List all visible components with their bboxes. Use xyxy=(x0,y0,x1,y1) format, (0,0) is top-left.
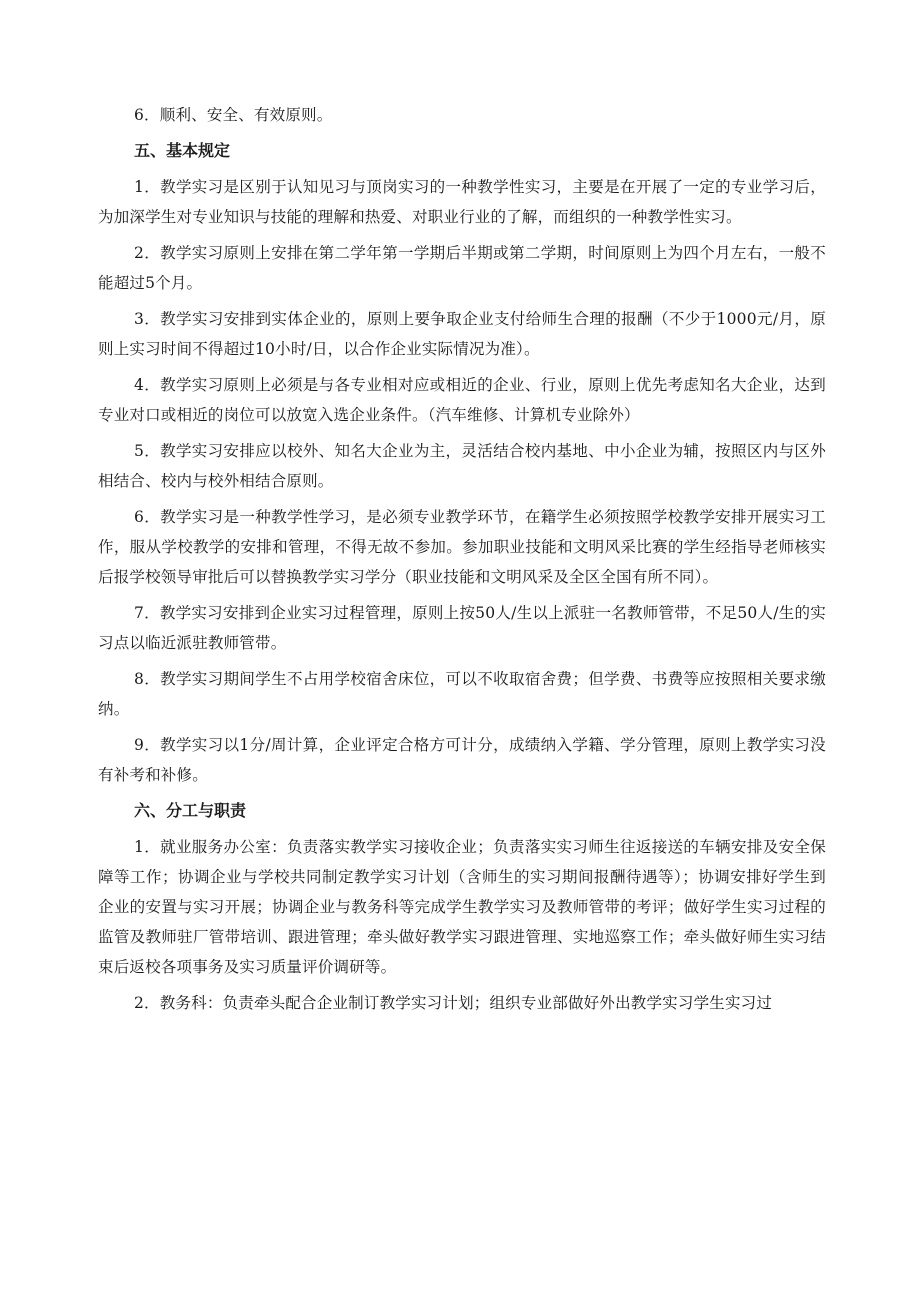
principle-item-6: 6．顺利、安全、有效原则。 xyxy=(134,106,333,124)
section-heading-duties: 六、分工与职责 xyxy=(134,801,247,820)
rule-item-4: 4．教学实习原则上必须是与各专业相对应或相近的企业、行业，原则上优先考虑知名大企业，达到专业对口或相近的岗位可以放宽入选企业条件。（汽车维修、计算机专业除外） xyxy=(98,376,826,424)
duty-item-1: 1．就业服务办公室：负责落实教学实习接收企业；负责落实实习师生往返接送的车辆安排及安全保障等工作；协调企业与学校共同制定教学实习计划（含师生的实习期间报酬待遇等）；协调安排好学生到企业的安置与实习开展；协调企业与教务科等完成学生教学实习及教师管带的考评；做好学生实习过程的监管及教师驻厂管带培训、跟进管理；牵头做好教学实习跟进管理、实地巡察工作；牵头做好师生实习结束后返校各项事务及实习质量评价调研等。 xyxy=(98,838,826,976)
duty-item-2: 2．教务科：负责牵头配合企业制订教学实习计划；组织专业部做好外出教学实习学生实习过 xyxy=(134,994,773,1012)
rule-item-5: 5．教学实习安排应以校外、知名大企业为主，灵活结合校内基地、中小企业为辅，按照区内与区外相结合、校内与校外相结合原则。 xyxy=(98,442,826,490)
document-body xyxy=(98,100,826,1024)
rule-item-1: 1．教学实习是区别于认知见习与顶岗实习的一种教学性实习，主要是在开展了一定的专业学习后，为加深学生对专业知识与技能的理解和热爱、对职业行业的了解，而组织的一种教学性实习。 xyxy=(98,178,826,226)
rule-item-3: 3．教学实习安排到实体企业的，原则上要争取企业支付给师生合理的报酬（不少于1000元/月，原则上实习时间不得超过10小时/日，以合作企业实际情况为准）。 xyxy=(98,310,826,358)
section-heading-basic-rules: 五、基本规定 xyxy=(134,141,231,160)
rule-item-2: 2．教学实习原则上安排在第二学年第一学期后半期或第二学期，时间原则上为四个月左右，一般不能超过5个月。 xyxy=(98,244,826,292)
rule-item-6: 6．教学实习是一种教学性学习，是必须专业教学环节，在籍学生必须按照学校教学安排开展实习工作，服从学校教学的安排和管理，不得无故不参加。参加职业技能和文明风采比赛的学生经指导老师核实后报学校领导审批后可以替换教学实习学分（职业技能和文明风采及全区全国有所不同）。 xyxy=(98,508,826,586)
rule-item-9: 9．教学实习以1分/周计算，企业评定合格方可计分，成绩纳入学籍、学分管理，原则上教学实习没有补考和补修。 xyxy=(98,736,826,784)
rule-item-8: 8．教学实习期间学生不占用学校宿舍床位，可以不收取宿舍费；但学费、书费等应按照相关要求缴纳。 xyxy=(98,670,826,718)
rule-item-7: 7．教学实习安排到企业实习过程管理，原则上按50人/生以上派驻一名教师管带，不足50人/生的实习点以临近派驻教师管带。 xyxy=(98,604,826,652)
